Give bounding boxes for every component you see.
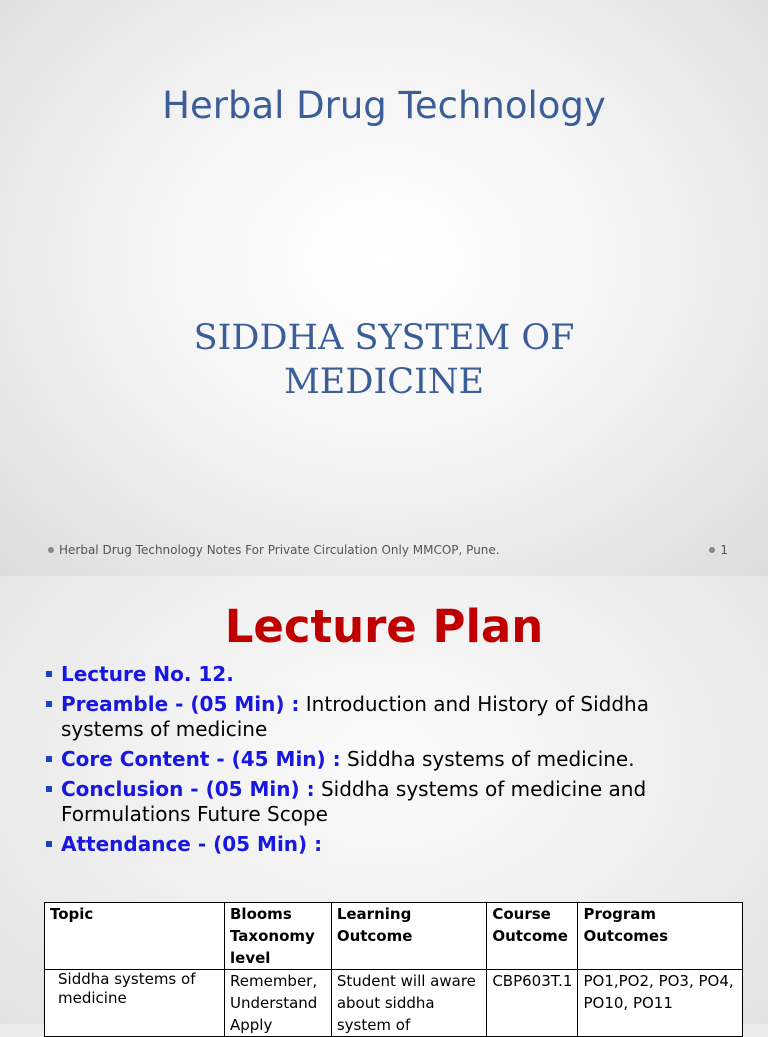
bullet-label: Conclusion - (05 Min) : <box>61 777 315 801</box>
bullet-label: Preamble - (05 Min) : <box>61 692 300 716</box>
table-row <box>45 970 743 1037</box>
page-number: 1 <box>720 543 728 557</box>
table-cell-blooms-level: Remember, Understand Apply <box>225 970 332 1037</box>
subtitle-line-2: MEDICINE <box>283 362 485 402</box>
table-cell-learning-outcome: Student will aware about siddha system of <box>331 970 487 1037</box>
column-header-program-outcomes: Program Outcomes <box>578 903 743 970</box>
list-item <box>44 832 724 857</box>
bullet-label: Lecture No. 12. <box>61 662 234 686</box>
footer-text: Herbal Drug Technology Notes For Private Circulation Only MMCOP, Pune. <box>59 543 500 557</box>
lecture-plan-title: Lecture Plan <box>224 600 544 653</box>
list-item <box>44 747 724 772</box>
footer-right <box>709 543 728 557</box>
slide-subtitle <box>100 316 668 404</box>
bullet-label: Attendance - (05 Min) : <box>61 832 323 856</box>
column-header-course-outcome: Course Outcome <box>487 903 578 970</box>
table-cell-program-outcomes: PO1,PO2, PO3, PO4, PO10, PO11 <box>578 970 743 1037</box>
column-header-topic: Topic <box>45 903 225 970</box>
bullet-text: Siddha systems of medicine and Formulations Future Scope <box>61 777 647 826</box>
list-item <box>44 662 724 687</box>
bullet-text: Siddha systems of medicine. <box>340 747 635 771</box>
bullet-label: Core Content - (45 Min) : <box>61 747 341 771</box>
lecture-plan-slide <box>0 576 768 1034</box>
lecture-bullet-list <box>44 662 724 862</box>
slide-title: Herbal Drug Technology <box>162 84 606 127</box>
table-header-row <box>45 903 743 970</box>
column-header-blooms-taxonomy: Blooms Taxonomy level <box>225 903 332 970</box>
list-item <box>44 777 724 827</box>
table-cell-topic: Siddha systems of medicine <box>45 970 225 1037</box>
list-item <box>44 692 724 742</box>
slide-footer <box>48 542 728 558</box>
bullet-dot-icon <box>709 547 715 553</box>
column-header-learning-outcome: Learning Outcome <box>331 903 487 970</box>
bullet-text: Introduction and History of Siddha systems of medicine <box>61 692 649 741</box>
bullet-dot-icon <box>48 547 54 553</box>
lecture-plan-table <box>44 902 743 1037</box>
subtitle-line-1: SIDDHA SYSTEM OF <box>193 318 575 358</box>
table-cell-course-outcome: CBP603T.1 <box>487 970 578 1037</box>
footer-left <box>48 543 500 557</box>
